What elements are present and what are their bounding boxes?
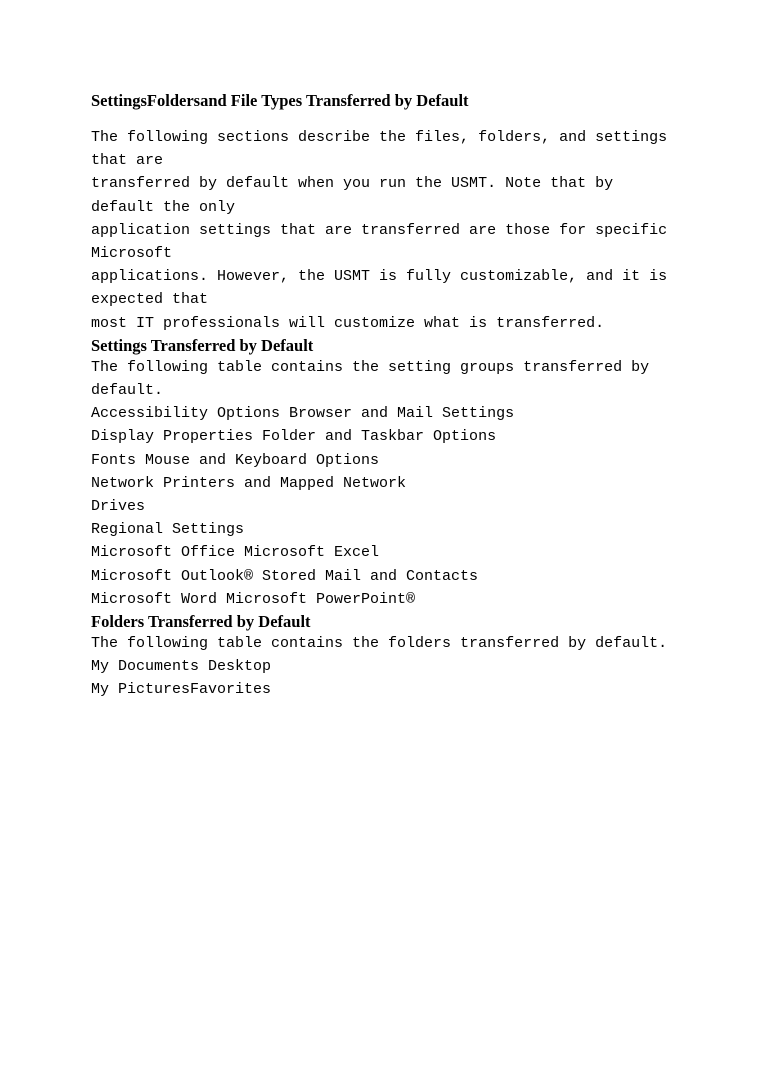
settings-line: Microsoft Word Microsoft PowerPoint® [91,590,416,608]
settings-line: Microsoft Office Microsoft Excel [91,544,380,562]
intro-line: Microsoft [91,245,173,263]
folders-line: My Documents Desktop [91,658,272,676]
settings-line: Microsoft Outlook® Stored Mail and Contacts [91,567,479,585]
settings-section-body [91,356,691,611]
intro-line: most IT professionals will customize what is transferred. [91,314,605,332]
intro-line: application settings that are transferred are those for specific [91,221,668,239]
folders-line: The following table contains the folders transferred by default. [91,635,668,653]
settings-line: Display Properties Folder and Taskbar Options [91,428,497,446]
intro-line: transferred by default when you run the USMT. Note that by [91,175,614,193]
intro-paragraph [91,126,691,335]
settings-line: Accessibility Options Browser and Mail Settings [91,405,515,423]
folders-section-heading: Folders Transferred by Default [91,612,311,632]
settings-line: Drives [91,498,146,516]
intro-line: applications. However, the USMT is fully customizable, and it is [91,268,668,286]
folders-line: My PicturesFavorites [91,681,272,699]
settings-line: The following table contains the setting groups transferred by [91,358,650,376]
intro-line: The following sections describe the files, folders, and settings [91,129,668,146]
document-body [91,90,691,702]
settings-line: default. [91,382,164,400]
settings-line: Fonts Mouse and Keyboard Options [91,451,380,469]
settings-line: Network Printers and Mapped Network [91,474,407,492]
settings-section-heading: Settings Transferred by Default [91,335,314,355]
intro-line: expected that [91,291,209,309]
document-title: SettingsFoldersand File Types Transferred by Default [91,91,469,110]
intro-line: that are [91,152,164,170]
folders-section-body [91,632,691,702]
intro-line: default the only [91,198,236,216]
settings-line: Regional Settings [91,521,245,539]
